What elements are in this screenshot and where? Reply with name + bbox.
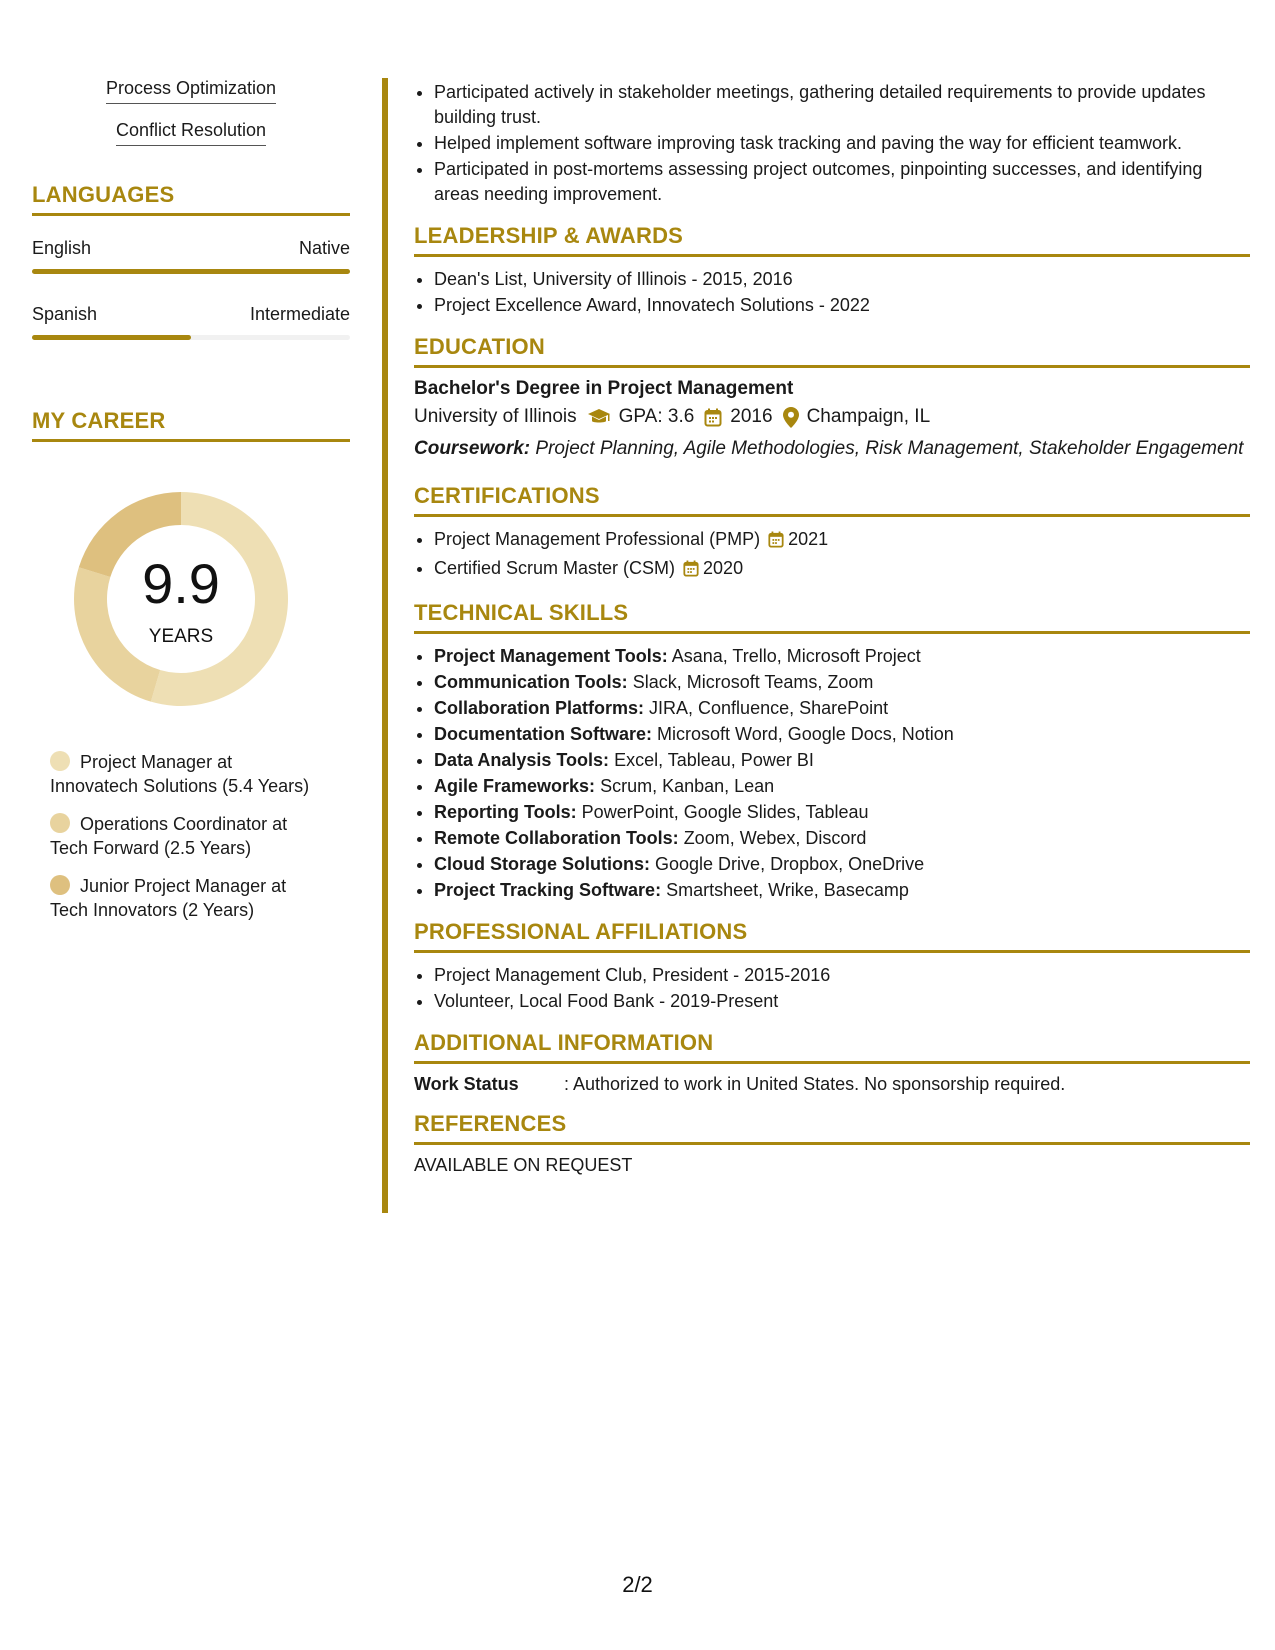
list-item	[434, 556, 1250, 584]
skill-values: Excel, Tableau, Power BI	[614, 750, 814, 770]
languages-heading: LANGUAGES	[32, 182, 350, 216]
skill-values: Slack, Microsoft Teams, Zoom	[632, 672, 874, 692]
language-bar-fill	[32, 335, 191, 340]
career-legend-item	[50, 812, 350, 860]
certification-name: Certified Scrum Master (CSM)	[434, 558, 676, 578]
graduation-year: 2016	[730, 406, 773, 427]
role-detail: Tech Innovators (2 Years)	[50, 900, 255, 920]
list-item	[434, 644, 1250, 669]
affiliations-list	[414, 963, 1250, 1014]
skill-values: Zoom, Webex, Discord	[683, 828, 867, 848]
skill-category: Project Tracking Software:	[434, 880, 662, 900]
skill-tag	[32, 78, 350, 104]
list-item	[434, 826, 1250, 851]
skill-category: Reporting Tools:	[434, 802, 577, 822]
skill-tag-label: Process Optimization	[106, 78, 276, 104]
list-item	[434, 722, 1250, 747]
technical-skills-list	[414, 644, 1250, 903]
list-item: • Project Excellence Award, Innovatech Solutions - 2022	[434, 293, 1250, 318]
education-details	[414, 406, 1250, 428]
legend-dot	[50, 813, 70, 833]
work-status-label: Work Status	[414, 1074, 519, 1094]
column-divider	[382, 78, 388, 1213]
list-item	[434, 878, 1250, 903]
career-legend-item	[50, 874, 350, 922]
career-heading: MY CAREER	[32, 408, 350, 442]
legend-dot	[50, 751, 70, 771]
skill-tag	[32, 120, 350, 146]
language-item	[32, 304, 350, 340]
gpa: GPA: 3.6	[618, 406, 695, 427]
calendar-icon	[683, 559, 699, 584]
career-donut-chart	[66, 484, 296, 714]
skill-category: Communication Tools:	[434, 672, 628, 692]
graduation-cap-icon	[587, 408, 611, 426]
list-item: • Participated in post-mortems assessing project outcomes, pinpointing successes, and identifying areas needing improvement.	[434, 157, 1250, 207]
role-detail: Tech Forward (2.5 Years)	[50, 838, 252, 858]
skill-category: Data Analysis Tools:	[434, 750, 610, 770]
list-item: • Participated actively in stakeholder meetings, gathering detailed requirements to provide updates building trust.	[434, 80, 1250, 130]
list-item: • Helped implement software improving task tracking and paving the way for efficient teamwork.	[434, 131, 1250, 156]
career-legend-item	[50, 750, 350, 798]
language-level: Intermediate	[249, 304, 350, 324]
left-column	[32, 78, 350, 936]
skill-tag-label: Conflict Resolution	[116, 120, 266, 146]
list-item: • Project Management Club, President - 2015-2016	[434, 963, 1250, 988]
legend-dot	[50, 875, 70, 895]
leadership-heading: LEADERSHIP & AWARDS	[414, 223, 1250, 257]
work-status-value: : Authorized to work in United States. No sponsorship required.	[564, 1074, 1066, 1094]
list-item	[434, 670, 1250, 695]
education-heading: EDUCATION	[414, 334, 1250, 368]
language-name: Spanish	[32, 304, 98, 324]
page-number: 2/2	[622, 1572, 653, 1597]
work-status-row	[414, 1074, 1250, 1095]
coursework	[414, 436, 1250, 461]
career-legend	[32, 750, 350, 922]
school-name: University of Illinois	[414, 406, 577, 427]
skill-values: JIRA, Confluence, SharePoint	[649, 698, 889, 718]
list-item	[434, 696, 1250, 721]
certification-name: Project Management Professional (PMP)	[434, 529, 761, 549]
career-years-unit: YEARS	[148, 626, 214, 647]
experience-bullets	[414, 80, 1250, 207]
coursework-list: Project Planning, Agile Methodologies, Risk Management, Stakeholder Engagement	[535, 438, 1244, 459]
language-level: Native	[298, 238, 350, 258]
skill-values: Microsoft Word, Google Docs, Notion	[657, 724, 954, 744]
skill-category: Project Management Tools:	[434, 646, 668, 666]
skill-category: Documentation Software:	[434, 724, 653, 744]
skill-category: Agile Frameworks:	[434, 776, 596, 796]
skill-values: PowerPoint, Google Slides, Tableau	[581, 802, 869, 822]
list-item: • Dean's List, University of Illinois - 2015, 2016	[434, 267, 1250, 292]
affiliations-heading: PROFESSIONAL AFFILIATIONS	[414, 919, 1250, 953]
right-column	[414, 80, 1250, 1176]
skill-category: Cloud Storage Solutions:	[434, 854, 650, 874]
references-text: AVAILABLE ON REQUEST	[414, 1155, 633, 1175]
technical-skills-heading: TECHNICAL SKILLS	[414, 600, 1250, 634]
calendar-icon	[768, 530, 784, 555]
skill-values: Scrum, Kanban, Lean	[600, 776, 775, 796]
list-item: • Volunteer, Local Food Bank - 2019-Present	[434, 989, 1250, 1014]
references-heading: REFERENCES	[414, 1111, 1250, 1145]
skill-category: Collaboration Platforms:	[434, 698, 645, 718]
role-title: Operations Coordinator at	[80, 814, 288, 834]
list-item	[434, 527, 1250, 555]
skill-category: Remote Collaboration Tools:	[434, 828, 679, 848]
calendar-icon	[704, 408, 722, 427]
school-location: Champaign, IL	[806, 406, 931, 427]
location-pin-icon	[783, 407, 799, 428]
language-bar-fill	[32, 269, 350, 274]
additional-info-heading: ADDITIONAL INFORMATION	[414, 1030, 1250, 1064]
list-item	[434, 800, 1250, 825]
language-name: English	[32, 238, 92, 258]
list-item	[434, 774, 1250, 799]
role-title: Project Manager at	[80, 752, 233, 772]
certifications-list	[414, 527, 1250, 584]
language-bar	[32, 269, 350, 274]
skill-values: Google Drive, Dropbox, OneDrive	[655, 854, 925, 874]
skill-values: Asana, Trello, Microsoft Project	[671, 646, 921, 666]
list-item	[434, 852, 1250, 877]
leadership-list	[414, 267, 1250, 318]
role-title: Junior Project Manager at	[80, 876, 287, 896]
career-total-years: 9.9	[142, 552, 220, 615]
certification-year: 2021	[788, 529, 829, 549]
role-detail: Innovatech Solutions (5.4 Years)	[50, 776, 310, 796]
skill-values: Smartsheet, Wrike, Basecamp	[666, 880, 909, 900]
language-bar	[32, 335, 350, 340]
degree-title: Bachelor's Degree in Project Management	[414, 378, 794, 399]
coursework-label: Coursework:	[414, 438, 531, 459]
language-item	[32, 238, 350, 274]
list-item	[434, 748, 1250, 773]
certifications-heading: CERTIFICATIONS	[414, 483, 1250, 517]
certification-year: 2020	[703, 558, 744, 578]
